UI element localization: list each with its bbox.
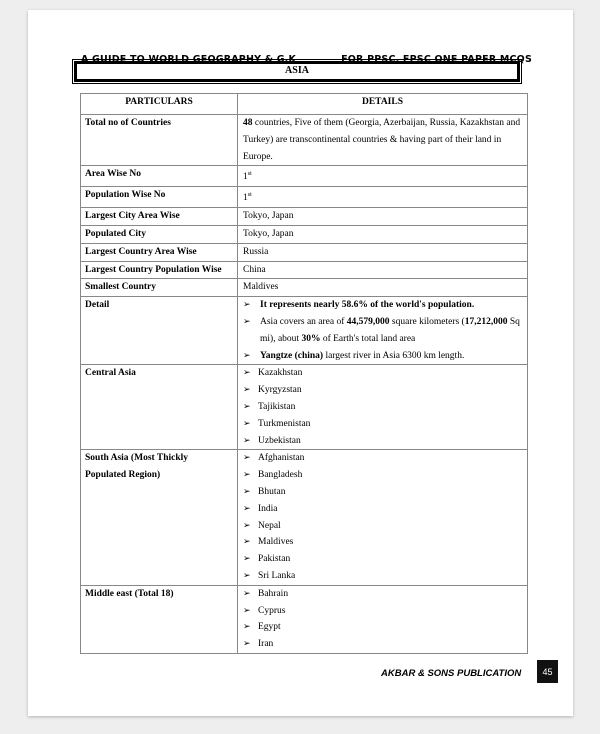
row-value: Maldives	[238, 279, 528, 297]
table-row	[81, 365, 528, 450]
list-item: ➢ Afghanistan	[243, 450, 523, 467]
text: Asia covers an area of	[260, 317, 347, 328]
list-item	[243, 314, 523, 348]
row-value	[238, 365, 528, 450]
list-item: ➢ Uzbekistan	[243, 433, 523, 450]
table-row	[81, 585, 528, 653]
area-mi: 17,212,000	[464, 317, 508, 328]
country-count: 48	[243, 118, 253, 128]
row-label: Smallest Country	[81, 279, 238, 297]
list-item: ➢ Bhutan	[243, 484, 523, 501]
table-row	[81, 261, 528, 279]
river-name: Yangtze (china)	[260, 350, 324, 361]
header-left-title: A GUIDE TO WORLD GEOGRAPHY & G.K	[81, 54, 297, 65]
list-item: ➢ Tajikistan	[243, 399, 523, 416]
row-label-line: Populated Region)	[85, 470, 161, 481]
row-value	[238, 297, 528, 365]
column-header-particulars: PARTICULARS	[81, 94, 238, 115]
row-label	[81, 450, 238, 585]
list-item: ➢ India	[243, 501, 523, 518]
column-header-details: DETAILS	[238, 94, 528, 115]
population-rank-suffix: st	[247, 192, 252, 199]
row-label: Populated City	[81, 226, 238, 244]
list-item: ➢ Iran	[243, 636, 523, 653]
list-item: ➢ Pakistan	[243, 551, 523, 568]
table-row	[81, 226, 528, 244]
list-item: ➢ Nepal	[243, 518, 523, 535]
middle-east-list	[243, 586, 523, 653]
text: square kilometers (	[389, 317, 465, 328]
list-item	[243, 297, 523, 314]
table-row	[81, 450, 528, 585]
row-value: Russia	[238, 243, 528, 261]
list-item: ➢ Kyrgyzstan	[243, 382, 523, 399]
list-item: ➢ Kazakhstan	[243, 365, 523, 382]
row-value	[238, 450, 528, 585]
table-row	[81, 166, 528, 187]
list-item: ➢ Sri Lanka	[243, 568, 523, 585]
table-row	[81, 115, 528, 166]
detail-population-share: It represents nearly 58.6% of the world's population.	[260, 300, 475, 311]
list-item	[243, 348, 523, 365]
population-rank: 1	[243, 193, 248, 204]
row-label: Middle east (Total 18)	[81, 585, 238, 653]
row-label: Largest Country Population Wise	[81, 261, 238, 279]
row-value	[238, 166, 528, 187]
row-value	[238, 115, 528, 166]
list-item: ➢ Turkmenistan	[243, 416, 523, 433]
text: of Earth's total land area	[320, 333, 416, 344]
row-value	[238, 187, 528, 208]
row-value: Tokyo, Japan	[238, 208, 528, 226]
area-rank: 1	[243, 172, 248, 183]
text: largest river in Asia 6300 km length.	[323, 350, 465, 361]
text: Sq mi), about	[260, 317, 520, 344]
list-item: ➢ Bangladesh	[243, 467, 523, 484]
area-percent: 30%	[301, 333, 321, 344]
row-label: Largest City Area Wise	[81, 208, 238, 226]
table-row	[81, 279, 528, 297]
asia-table	[80, 93, 528, 654]
document-page	[28, 10, 573, 716]
central-asia-list	[243, 365, 523, 449]
section-title: ASIA	[285, 65, 309, 76]
row-label: Population Wise No	[81, 187, 238, 208]
row-label-line: South Asia (Most Thickly	[85, 453, 189, 464]
section-title-box	[74, 61, 520, 82]
header-right-title: FOR PPSC, FPSC ONE PAPER MCQS	[341, 54, 532, 65]
country-count-text: countries, Five of them (Georgia, Azerbaijan, Russia, Kazakhstan and Turkey) are transcontinental countries & having part of their land in Europe.	[243, 118, 521, 162]
page-number: 45	[537, 660, 558, 683]
table-row	[81, 297, 528, 365]
detail-list	[243, 297, 523, 364]
row-label: Central Asia	[81, 365, 238, 450]
list-item: ➢ Egypt	[243, 619, 523, 636]
row-label: Total no of Countries	[81, 115, 238, 166]
area-km: 44,579,000	[346, 317, 390, 328]
list-item: ➢ Maldives	[243, 534, 523, 551]
footer-publisher: AKBAR & SONS PUBLICATION	[381, 668, 522, 679]
area-rank-suffix: st	[247, 171, 252, 178]
south-asia-list	[243, 450, 523, 584]
list-item: ➢ Bahrain	[243, 586, 523, 603]
table-header-row	[81, 94, 528, 115]
list-item: ➢ Cyprus	[243, 603, 523, 620]
row-value: Tokyo, Japan	[238, 226, 528, 244]
table-row	[81, 243, 528, 261]
row-value	[238, 585, 528, 653]
row-value: China	[238, 261, 528, 279]
table-row	[81, 187, 528, 208]
row-label: Area Wise No	[81, 166, 238, 187]
row-label: Detail	[81, 297, 238, 365]
row-label: Largest Country Area Wise	[81, 243, 238, 261]
table-row	[81, 208, 528, 226]
